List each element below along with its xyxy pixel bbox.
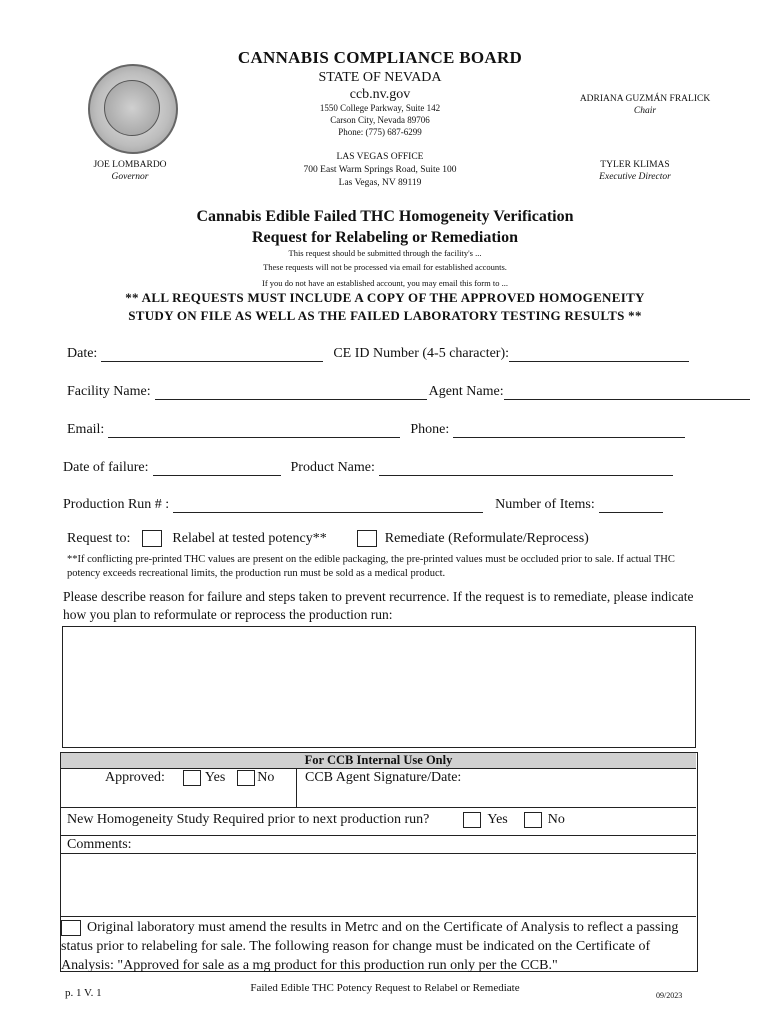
director-title: Executive Director [599,172,671,182]
description-textarea[interactable] [62,626,696,748]
approved-row [105,770,274,786]
note-no-account: If you do not have an established account, you may email this form to ... [262,278,508,288]
chair-name: ADRIANA GUZMÁN FRALICK [579,94,711,104]
relabel-checkbox[interactable] [142,530,162,547]
amend-statement [61,918,701,975]
remediate-checkbox[interactable] [357,530,377,547]
email-field[interactable] [108,437,400,438]
form-title-line1: Cannabis Edible Failed THC Homogeneity Verification [196,208,574,225]
director-name: TYLER KLIMAS [600,160,670,170]
date-field[interactable] [101,361,323,362]
product-label: Product Name: [290,460,375,475]
approved-no-checkbox[interactable] [237,770,255,786]
row-production [63,497,723,513]
agent-field[interactable] [504,399,750,400]
remediate-label: Remediate (Reformulate/Reprocess) [384,530,589,546]
study-row [67,812,565,828]
request-note: **If conflicting pre-printed THC values are present on the edible packaging, the pre-printed values must be occluded prior to sale. If actual THC potency exceeds recreational limits, the production run must be sold as a medical product. [67,554,675,579]
board-name: CANNABIS COMPLIANCE BOARD [237,48,523,67]
signature-label: CCB Agent Signature/Date: [305,770,462,785]
failure-date-label: Date of failure: [63,460,149,475]
phone-field[interactable] [453,437,685,438]
footer-date: 09/2023 [656,991,683,1000]
website[interactable]: ccb.nv.gov [349,87,411,102]
form-title-line2: Request for Relabeling or Remediation [251,229,519,246]
items-field[interactable] [599,512,663,513]
footer-title: Failed Edible THC Potency Request to Relabel or Remediate [250,982,520,994]
office-phone: Phone: (775) 687-6299 [338,127,422,137]
ce-id-label: CE ID Number (4-5 character): [333,346,510,361]
divider [61,835,696,836]
governor-title: Governor [111,172,149,182]
office-address-line1: 1550 College Parkway, Suite 142 [319,103,441,113]
row-email [67,422,727,438]
internal-use-header: For CCB Internal Use Only [61,753,696,769]
lv-office-address1: 700 East Warm Springs Road, Suite 100 [303,165,457,175]
study-question: New Homogeneity Study Required prior to next production run? [67,812,430,827]
state-name: STATE OF NEVADA [318,70,442,85]
amend-checkbox[interactable] [61,920,81,936]
facility-label: Facility Name: [67,384,151,399]
nevada-state-seal [88,64,178,154]
chair-title: Chair [633,106,657,116]
request-label: Request to: [67,530,131,546]
note-email: These requests will not be processed via email for established accounts. [263,262,507,272]
email-label: Email: [67,422,105,437]
items-label: Number of Items: [495,497,595,512]
study-no-checkbox[interactable] [524,812,542,828]
request-row [67,530,727,547]
ce-id-field[interactable] [509,361,689,362]
comments-label: Comments: [67,837,132,852]
amend-text: Original laboratory must amend the results in Metrc and on the Certificate of Analysis to reflect a passing status prior to relabeling for sale. The following reason for change must be indicated on the Certificate of Analysis: "Approved for sale as a mg product for this production run only per the CCB." [61,920,679,973]
production-run-field[interactable] [173,512,483,513]
product-field[interactable] [379,475,673,476]
study-yes-checkbox[interactable] [463,812,481,828]
agent-label: Agent Name: [428,384,504,399]
study-yes-label: Yes [487,812,508,827]
row-facility [67,384,757,400]
approved-label: Approved: [105,770,165,785]
row-date [67,346,727,362]
failure-date-field[interactable] [153,475,281,476]
approved-yes-label: Yes [204,770,226,785]
date-label: Date: [67,346,98,361]
lv-office-title: LAS VEGAS OFFICE [336,152,424,162]
note-submission: This request should be submitted through the facility's ... [288,248,482,258]
study-no-label: No [547,812,565,827]
footer-page: p. 1 V. 1 [65,987,102,999]
comments-field[interactable] [61,853,696,917]
row-failure [63,460,723,476]
phone-label: Phone: [410,422,450,437]
relabel-label: Relabel at tested potency** [172,530,327,546]
governor-name: JOE LOMBARDO [93,160,167,170]
requirement-line2: STUDY ON FILE AS WELL AS THE FAILED LABORATORY TESTING RESULTS ** [128,308,642,323]
facility-field[interactable] [155,399,427,400]
describe-instructions: Please describe reason for failure and steps taken to prevent recurrence. If the request is to remediate, please indicate how you plan to reformulate or reprocess the production run: [63,589,694,622]
approved-no-label: No [257,770,275,785]
requirement-line1: ** ALL REQUESTS MUST INCLUDE A COPY OF THE APPROVED HOMOGENEITY [125,290,645,305]
production-run-label: Production Run # : [63,497,170,512]
office-address-line2: Carson City, Nevada 89706 [330,115,430,125]
approved-yes-checkbox[interactable] [183,770,201,786]
lv-office-address2: Las Vegas, NV 89119 [338,178,422,188]
